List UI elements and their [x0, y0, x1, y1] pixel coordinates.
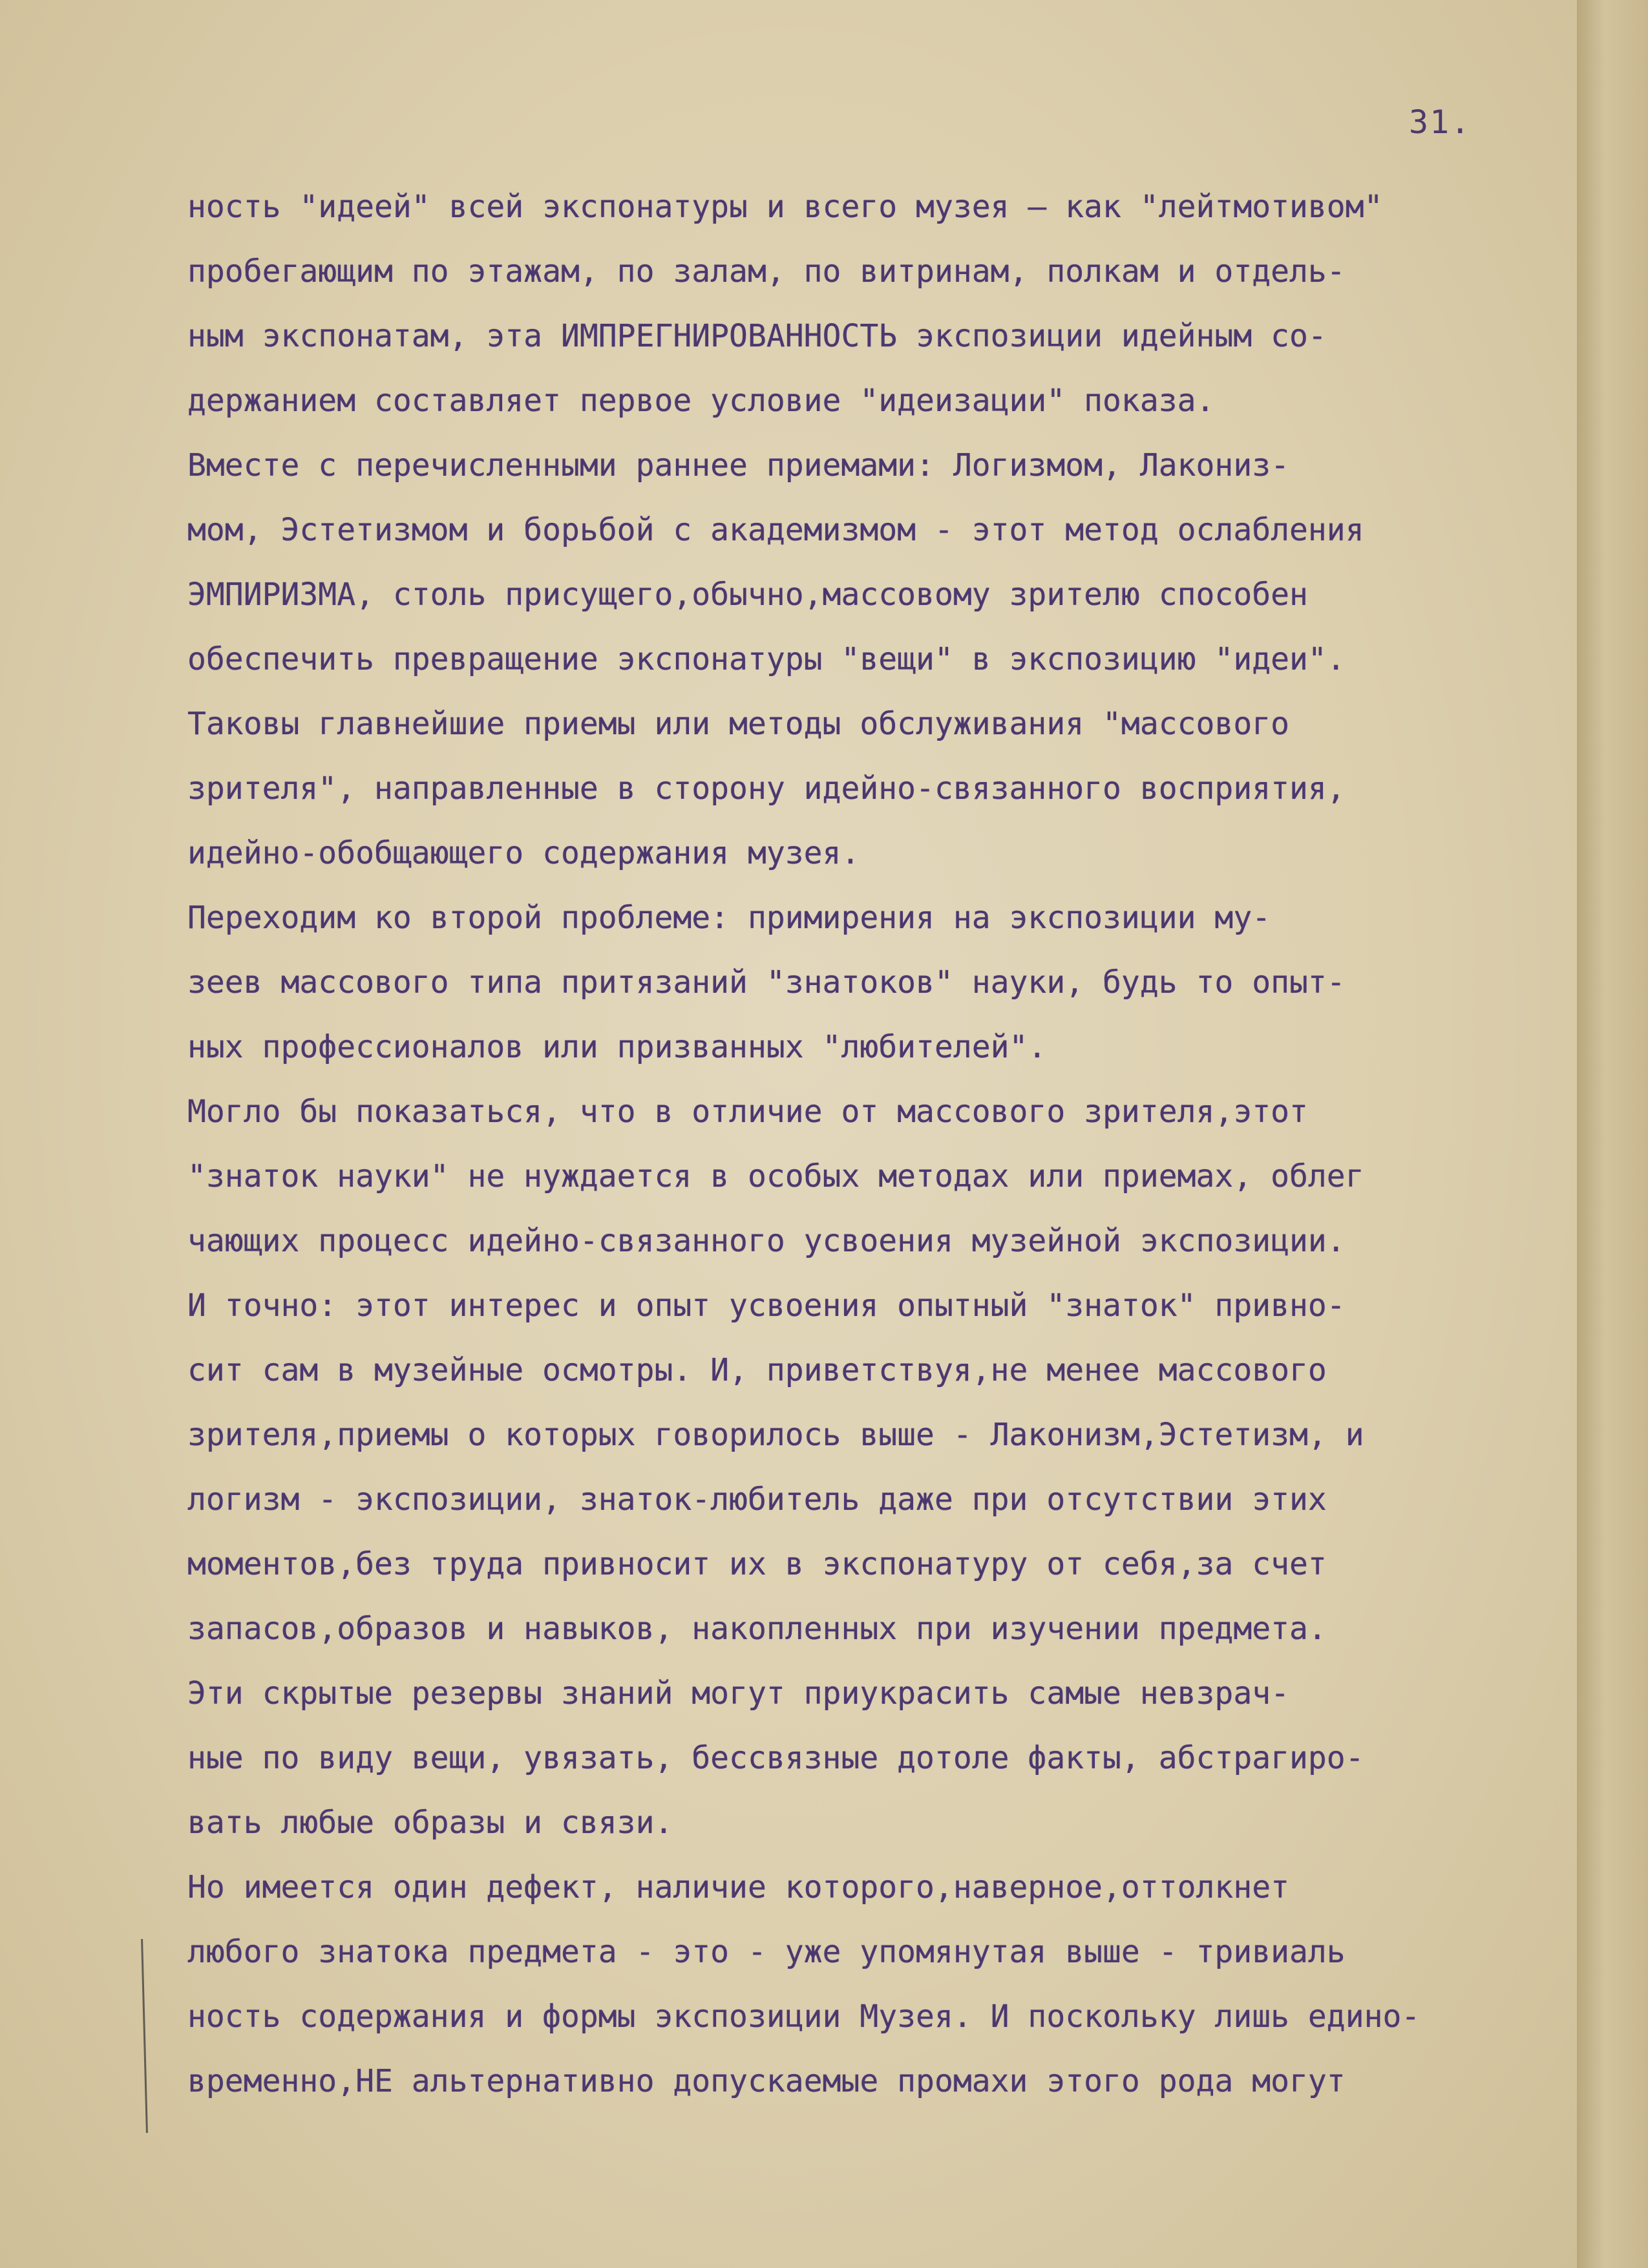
- text-line: мом, Эстетизмом и борьбой с академизмом - этот метод ослабления: [187, 512, 1364, 548]
- text-line: моментов,без труда привносит их в экспонатуру от себя,за счет: [187, 1546, 1327, 1582]
- typewritten-body: [187, 175, 1564, 2114]
- text-line: "знаток науки" не нуждается в особых методах или приемах, облег: [187, 1158, 1364, 1194]
- text-line: временно,НЕ альтернативно допускаемые промахи этого рода могут: [187, 2063, 1346, 2099]
- text-line: ным экспонатам, эта ИМПРЕГНИРОВАННОСТЬ экспозиции идейным со-: [187, 318, 1327, 354]
- text-line: ность содержания и формы экспозиции Музея. И поскольку лишь едино-: [187, 1998, 1421, 2035]
- text-line: ных профессионалов или призванных "любителей".: [187, 1029, 1047, 1065]
- text-line: запасов,образов и навыков, накопленных при изучении предмета.: [187, 1611, 1327, 1647]
- text-line: вать любые образы и связи.: [187, 1805, 673, 1841]
- text-line: Вместе с перечисленными раннее приемами: Логизмом, Лакониз-: [187, 447, 1290, 483]
- text-line: логизм - экспозиции, знаток-любитель даже при отсутствии этих: [187, 1481, 1327, 1518]
- text-line: чающих процесс идейно-связанного усвоения музейной экспозиции.: [187, 1223, 1346, 1259]
- page-number: 31.: [1409, 103, 1472, 141]
- text-line: идейно-обобщающего содержания музея.: [187, 835, 860, 871]
- text-line: зрителя,приемы о которых говорилось выше - Лаконизм,Эстетизм, и: [187, 1417, 1364, 1453]
- text-line: Эти скрытые резервы знаний могут приукрасить самые невзрач-: [187, 1675, 1290, 1712]
- text-line: держанием составляет первое условие "идеизации" показа.: [187, 383, 1215, 419]
- text-line: Таковы главнейшие приемы или методы обслуживания "массового: [187, 706, 1290, 742]
- text-line: ность "идеей" всей экспонатуры и всего музея — как "лейтмотивом": [187, 189, 1383, 225]
- text-line: пробегающим по этажам, по залам, по витринам, полкам и отдель-: [187, 253, 1346, 290]
- text-line: ЭМПИРИЗМА, столь присущего,обычно,массовому зрителю способен: [187, 577, 1308, 613]
- text-line: зеев массового типа притязаний "знатоков" науки, будь то опыт-: [187, 964, 1346, 1001]
- text-line: обеспечить превращение экспонатуры "вещи" в экспозицию "идеи".: [187, 641, 1346, 677]
- text-line: Переходим ко второй проблеме: примирения на экспозиции му-: [187, 900, 1271, 936]
- text-line: любого знатока предмета - это - уже упомянутая выше - тривиаль: [187, 1934, 1346, 1970]
- text-line: Но имеется один дефект, наличие которого,наверное,оттолкнет: [187, 1869, 1290, 1905]
- text-line: Могло бы показаться, что в отличие от массового зрителя,этот: [187, 1094, 1308, 1130]
- text-line: И точно: этот интерес и опыт усвоения опытный "знаток" привно-: [187, 1288, 1346, 1324]
- paper-edge: [1577, 0, 1648, 2268]
- text-line: сит сам в музейные осмотры. И, приветствуя,не менее массового: [187, 1352, 1327, 1388]
- text-line: ные по виду вещи, увязать, бессвязные дотоле факты, абстрагиро-: [187, 1740, 1364, 1776]
- text-line: зрителя", направленные в сторону идейно-связанного восприятия,: [187, 770, 1346, 807]
